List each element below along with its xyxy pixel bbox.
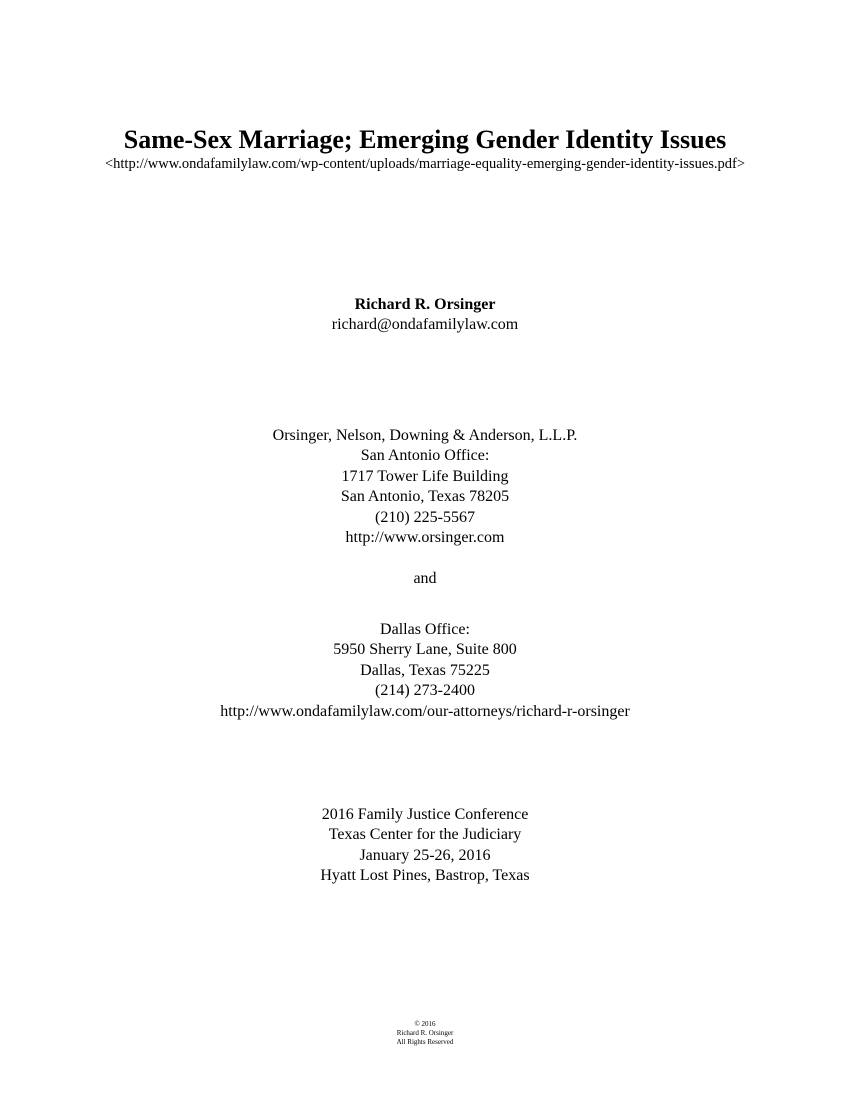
- conference-name: 2016 Family Justice Conference: [321, 806, 529, 823]
- dallas-office-label: Dallas Office:: [380, 621, 470, 638]
- san-antonio-address-line2: San Antonio, Texas 78205: [340, 488, 510, 506]
- firm-name: Orsinger, Nelson, Downing & Anderson, L.L.P.: [272, 427, 578, 444]
- document-title: Same-Sex Marriage; Emerging Gender Identity Issues: [123, 125, 727, 154]
- conference-dates: January 25-26, 2016: [359, 846, 491, 864]
- office-connector: and: [413, 569, 437, 587]
- san-antonio-address-line1: 1717 Tower Life Building: [341, 467, 509, 485]
- copyright-notice: [0, 1020, 850, 1047]
- copyright-rights: All Rights Reserved: [396, 1038, 454, 1046]
- san-antonio-website: http://www.orsinger.com: [345, 529, 505, 547]
- dallas-website: http://www.ondafamilylaw.com/our-attorneys/richard-r-orsinger: [220, 702, 630, 720]
- spacer: [0, 548, 850, 568]
- firm-san-antonio-section: [0, 426, 850, 589]
- copyright-holder: Richard R. Orsinger: [396, 1029, 454, 1037]
- firm-dallas-section: [0, 620, 850, 722]
- dallas-address-line2: Dallas, Texas 75225: [360, 661, 490, 679]
- conference-section: [0, 805, 850, 887]
- copyright-year: © 2016: [414, 1020, 436, 1028]
- author-name: Richard R. Orsinger: [354, 296, 496, 313]
- dallas-address-line1: 5950 Sherry Lane, Suite 800: [333, 641, 517, 659]
- conference-location: Hyatt Lost Pines, Bastrop, Texas: [320, 867, 530, 885]
- source-url: <http://www.ondafamilylaw.com/wp-content/uploads/marriage-equality-emerging-gender-identity-issues.pdf>: [104, 156, 746, 172]
- author-email: richard@ondafamilylaw.com: [331, 316, 519, 333]
- dallas-phone: (214) 273-2400: [375, 682, 475, 700]
- conference-organizer: Texas Center for the Judiciary: [328, 826, 522, 844]
- san-antonio-phone: (210) 225-5567: [375, 508, 475, 526]
- san-antonio-office-label: San Antonio Office:: [360, 447, 490, 465]
